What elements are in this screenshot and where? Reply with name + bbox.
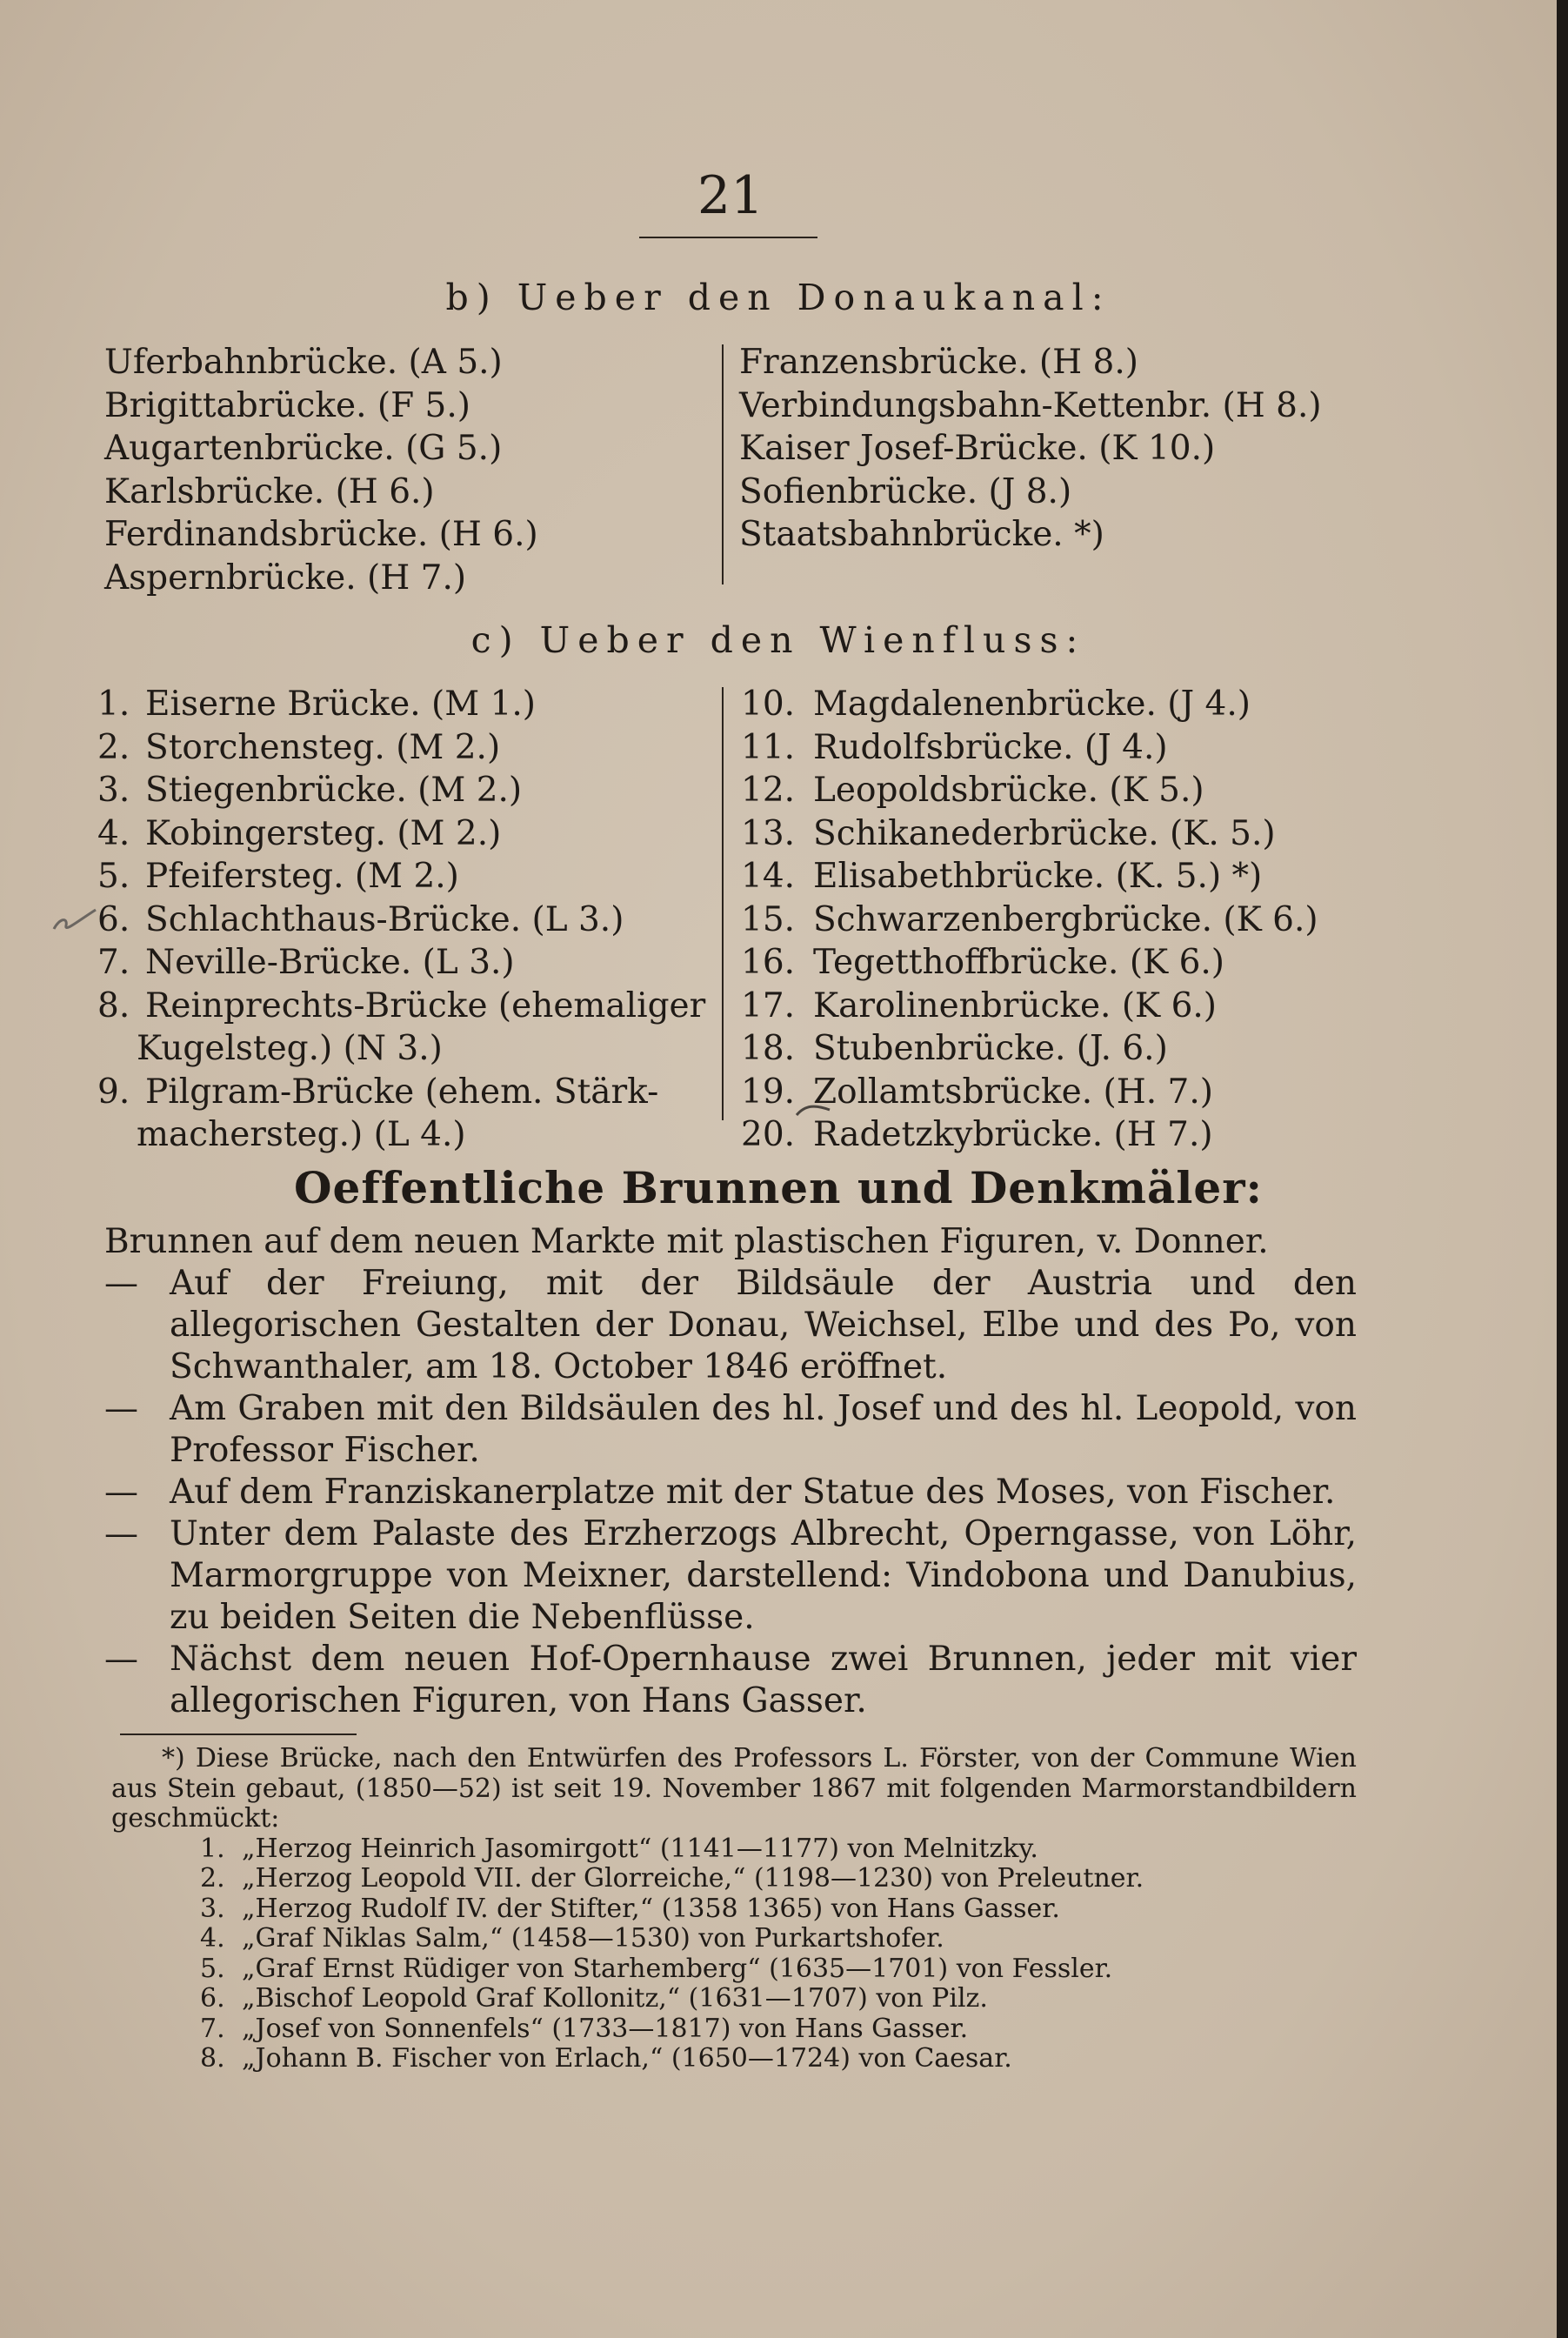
entry-number: 1. — [97, 685, 130, 724]
entry-number: 4. — [97, 813, 130, 853]
entry-text: Karolinenbrücke. (K 6.) — [813, 985, 1218, 1025]
brunnen-list — [104, 1221, 1357, 1722]
brunnen-entry — [104, 1263, 1357, 1388]
bridge-entry — [741, 985, 1318, 1028]
brunnen-entry-text: Nächst dem neuen Hof-Opernhause zwei Brunnen, jeder mit vier allegorischen Figuren, von Hans Gasser. — [170, 1640, 1357, 1720]
page-number: 21 — [697, 165, 764, 226]
entry-text: Elisabethbrücke. (K. 5.) *) — [813, 857, 1263, 896]
bridge-entry — [97, 683, 705, 726]
bridge-entry: Ferdinandsbrücke. (H 6.) — [104, 515, 538, 554]
entry-text: Zollamtsbrücke. (H. 7.) — [813, 1072, 1213, 1112]
footnote-intro: *) Diese Brücke, nach den Entwürfen des Professors L. Förster, von der Commune Wien aus Stein gebaut, (1850—52) ist seit 19. November 1867 mit folgenden Marmorstandbildern geschmückt: — [111, 1743, 1357, 1834]
dash-mark: — — [104, 1264, 138, 1303]
entry-number: 2. — [97, 727, 130, 767]
bridge-entry: Verbindungsbahn-Kettenbr. (H 8.) — [739, 385, 1322, 425]
footnote-item-text: „Johann B. Fischer von Erlach,“ (1650—1724) von Caesar. — [242, 2043, 1012, 2074]
entry-number: 14. — [741, 857, 796, 896]
footnote-item-number: 8. — [200, 2043, 225, 2074]
footnote-item-number: 4. — [200, 1923, 225, 1954]
entry-text: Rudolfsbrücke. (J 4.) — [813, 727, 1168, 767]
footnote-item — [111, 2014, 1357, 2045]
entry-continuation: machersteg.) (L 4.) — [137, 1115, 466, 1154]
footnote-item-text: „Graf Ernst Rüdiger von Starhemberg“ (1635—1701) von Fessler. — [242, 1953, 1113, 1984]
entry-number: 10. — [741, 685, 796, 724]
entry-text: Pfeifersteg. (M 2.) — [145, 857, 459, 896]
footnote-item-number: 3. — [200, 1893, 225, 1924]
footnote-item-number: 5. — [200, 1953, 225, 1984]
brunnen-entry-text: Brunnen auf dem neuen Markte mit plastischen Figuren, v. Donner. — [104, 1222, 1269, 1261]
bridge-entry — [97, 1071, 705, 1114]
footnote-item-number: 2. — [200, 1863, 225, 1894]
pencil-mark-icon — [795, 1101, 831, 1120]
bridge-entry — [741, 898, 1318, 942]
entry-text: Stubenbrücke. (J. 6.) — [813, 1029, 1168, 1068]
footnote-list — [111, 1834, 1357, 2074]
bridge-entry: Franzensbrücke. (H 8.) — [739, 343, 1138, 382]
entry-number: 12. — [741, 771, 796, 810]
bridge-entry — [741, 941, 1318, 985]
footnote-item — [111, 2044, 1357, 2074]
footnote-item-text: „Graf Niklas Salm,“ (1458—1530) von Purkartshofer. — [242, 1923, 944, 1954]
footnote-item — [111, 1834, 1357, 1865]
column-divider-c — [722, 687, 724, 1120]
wienfluss-right-list — [741, 683, 1318, 1157]
footnote-item — [111, 1894, 1357, 1925]
entry-text: Reinprechts-Brücke (ehemaliger — [145, 985, 706, 1025]
bridge-entry — [97, 812, 705, 856]
footnote-item — [111, 1984, 1357, 2014]
footnote-item-text: „Herzog Heinrich Jasomirgott“ (1141—1177) von Melnitzky. — [242, 1833, 1038, 1864]
page-edge — [1557, 0, 1568, 2338]
footnote-item-number: 7. — [200, 2013, 225, 2044]
donaukanal-right-list — [739, 341, 1322, 557]
bridge-entry: Aspernbrücke. (H 7.) — [104, 558, 467, 598]
page-number-rule — [639, 237, 817, 238]
pencil-mark-icon — [50, 906, 99, 936]
bridge-entry — [97, 941, 705, 985]
entry-number: 8. — [97, 985, 130, 1025]
brunnen-entry-text: Unter dem Palaste des Erzherzogs Albrecht, Operngasse, von Löhr, Marmorgruppe von Meixner, darstellend: Vindobona und Danubius, zu beiden Seiten die Nebenflüsse. — [170, 1514, 1357, 1637]
brunnen-entry — [104, 1639, 1357, 1722]
entry-text: Kobingersteg. (M 2.) — [145, 813, 502, 853]
entry-number: 17. — [741, 985, 796, 1025]
entry-text: Storchensteg. (M 2.) — [145, 727, 501, 767]
bridge-entry — [741, 683, 1318, 726]
bridge-entry — [741, 769, 1318, 812]
footnote-item-text: „Herzog Rudolf IV. der Stifter,“ (1358 1365) von Hans Gasser. — [242, 1893, 1060, 1924]
entry-number: 3. — [97, 771, 130, 810]
brunnen-entry — [104, 1388, 1357, 1472]
bridge-entry — [97, 898, 705, 942]
entry-number: 20. — [741, 1115, 796, 1154]
footnote-item — [111, 1954, 1357, 1985]
bridge-entry: Sofienbrücke. (J 8.) — [739, 471, 1072, 511]
brunnen-entry-text: Auf dem Franziskanerplatze mit der Statue des Moses, von Fischer. — [170, 1473, 1336, 1512]
brunnen-entry-text: Auf der Freiung, mit der Bildsäule der Austria und den allegorischen Gestalten der Donau, Weichsel, Elbe und des Po, von Schwanthaler, am 18. October 1846 eröffnet. — [170, 1264, 1357, 1386]
entry-number: 19. — [741, 1072, 796, 1112]
bridge-entry — [741, 812, 1318, 856]
brunnen-entry — [104, 1513, 1357, 1639]
bridge-entry: Kaiser Josef-Brücke. (K 10.) — [739, 429, 1216, 468]
footnote-item-text: „Josef von Sonnenfels“ (1733—1817) von Hans Gasser. — [242, 2013, 969, 2044]
brunnen-entry-text: Am Graben mit den Bildsäulen des hl. Josef und des hl. Leopold, von Professor Fischer. — [170, 1389, 1357, 1470]
footnote-item-number: 1. — [200, 1833, 225, 1864]
entry-text: Magdalenenbrücke. (J 4.) — [813, 685, 1251, 724]
column-divider-b — [722, 344, 724, 584]
bridge-entry: Uferbahnbrücke. (A 5.) — [104, 343, 503, 382]
bridge-entry — [97, 769, 705, 812]
footnote-item-text: „Herzog Leopold VII. der Glorreiche,“ (1198—1230) von Preleutner. — [242, 1863, 1144, 1894]
entry-number: 5. — [97, 857, 130, 896]
bridge-entry — [97, 855, 705, 898]
donaukanal-left-list — [104, 341, 538, 599]
footnote-item — [111, 1924, 1357, 1954]
brunnen-entry — [104, 1472, 1357, 1513]
entry-text: Tegetthoffbrücke. (K 6.) — [813, 943, 1225, 982]
entry-text: Radetzkybrücke. (H 7.) — [813, 1115, 1213, 1154]
entry-number: 7. — [97, 943, 130, 982]
bridge-entry: Augartenbrücke. (G 5.) — [104, 429, 503, 468]
entry-number: 13. — [741, 813, 796, 853]
bridge-entry — [741, 726, 1318, 770]
section-c-heading: c) Ueber den Wienfluss: — [470, 619, 1086, 661]
entry-number: 11. — [741, 727, 796, 767]
footnote-item — [111, 1864, 1357, 1894]
footnote-rule — [120, 1733, 357, 1735]
entry-number: 9. — [97, 1072, 130, 1112]
wienfluss-left-list — [97, 683, 705, 1157]
entry-number: 15. — [741, 899, 796, 939]
bridge-entry: Staatsbahnbrücke. *) — [739, 515, 1104, 554]
entry-text: Neville-Brücke. (L 3.) — [145, 943, 515, 982]
entry-number: 16. — [741, 943, 796, 982]
dash-mark: — — [104, 1640, 138, 1679]
bridge-entry — [97, 726, 705, 770]
brunnen-entry — [104, 1221, 1357, 1263]
entry-number: 18. — [741, 1029, 796, 1068]
bridge-entry — [97, 985, 705, 1028]
dash-mark: — — [104, 1514, 138, 1553]
footnote — [111, 1744, 1357, 2074]
section-b-heading: b) Ueber den Donaukanal: — [445, 277, 1111, 318]
entry-number: 6. — [97, 899, 130, 939]
brunnen-heading: Oeffentliche Brunnen und Denkmäler: — [293, 1162, 1264, 1213]
dash-mark: — — [104, 1389, 138, 1428]
entry-text: Schikanederbrücke. (K. 5.) — [813, 813, 1276, 853]
bridge-entry: Brigittabrücke. (F 5.) — [104, 385, 470, 425]
bridge-entry — [741, 855, 1318, 898]
entry-text: Schwarzenbergbrücke. (K 6.) — [813, 899, 1318, 939]
entry-text: Pilgram-Brücke (ehem. Stärk- — [145, 1072, 659, 1112]
entry-text: Leopoldsbrücke. (K 5.) — [813, 771, 1204, 810]
footnote-item-number: 6. — [200, 1983, 225, 2014]
entry-text: Schlachthaus-Brücke. (L 3.) — [145, 899, 624, 939]
entry-text: Eiserne Brücke. (M 1.) — [145, 685, 537, 724]
entry-continuation: Kugelsteg.) (N 3.) — [137, 1029, 443, 1068]
footnote-item-text: „Bischof Leopold Graf Kollonitz,“ (1631—1707) von Pilz. — [242, 1983, 988, 2014]
bridge-entry: Karlsbrücke. (H 6.) — [104, 471, 435, 511]
entry-text: Stiegenbrücke. (M 2.) — [145, 771, 523, 810]
dash-mark: — — [104, 1473, 138, 1512]
bridge-entry — [741, 1027, 1318, 1071]
